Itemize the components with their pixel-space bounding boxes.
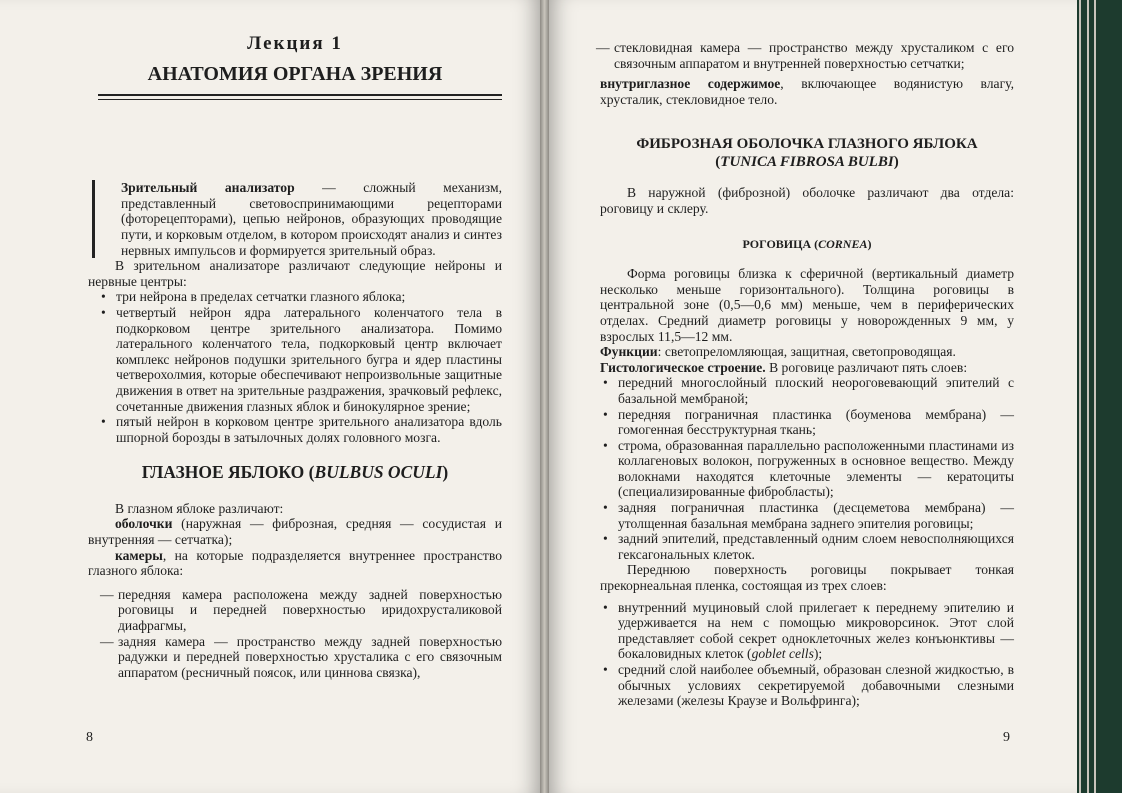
right-page-content [600, 40, 1014, 709]
definition-term: Зрительный анализатор [121, 180, 295, 196]
page-number-right: 9 [1003, 730, 1010, 745]
section-heading-fibrous: ФИБРОЗНАЯ ОБОЛОЧКА ГЛАЗНОГО ЯБЛОКА (TUNICA FIBROSA BULBI) [636, 136, 978, 171]
list-item: — задняя камера — пространство между задней поверхностью радужки и передней поверхностью хрусталика с его связочным аппаратом (ресничный поясок, или цинновa связка), [88, 634, 502, 681]
definition-box [92, 180, 502, 258]
list-item: • четвертый нейрон ядра латерального коленчатого тела в подкорковом центре зрительного анализатора. Помимо латерального коленчатого тела, подкорковый центр включает комплекс нейронов подушки зрительного бугра и ядер пластины четверохолмия, которые обеспечивают непроизвольные защитные движения в ответ на зрительные раздражения, зрачковый рефлекс, сочетанные движения глазных яблок и бинокулярное зрение; [98, 305, 502, 414]
subsection-heading-cornea: РОГОВИЦА (CORNEA) [742, 236, 872, 251]
list-item: • задний эпителий, представленный одним слоем невосполняющихся гексагональных клеток. [600, 531, 1014, 562]
list-item: • пятый нейрон в корковом центре зрительного анализатора вдоль шпорной борозды в затылочных долях головного мозга. [98, 414, 502, 445]
lecture-title: АНАТОМИЯ ОРГАНА ЗРЕНИЯ [147, 62, 443, 85]
film-layers-list [600, 600, 1014, 709]
list-item: • средний слой наиболее объемный, образован слезной жидкостью, в обычных условиях секретируемой добавочными слезными железами (железы Краузе и Вольфринга); [600, 662, 1014, 709]
book-cover-edge [1077, 0, 1122, 793]
membranes-paragraph: оболочки (наружная — фиброзная, средняя — сосудистая и внутренняя — сетчатка); [88, 516, 502, 548]
list-item: • строма, образованная параллельно расположенными пластинами из коллагеновых волокон, погруженных в основное вещество. Между волокнами находятся клеточные элементы — кератоциты (специализированные фибробласты); [600, 438, 1014, 500]
list-item: • задняя пограничная пластинка (десцеметова мембрана) — утолщенная базальная мембрана заднего эпителия роговицы; [600, 500, 1014, 531]
title-rule [98, 94, 502, 96]
cornea-shape-paragraph: Форма роговицы близка к сферичной (вертикальный диаметр несколько меньше горизонтального). Толщина роговицы в центральной зоне (0,5—0,6 мм) меньше, чем в периферических отделах. Средний диаметр роговицы у новорожденных 9 мм, у взрослых 11,5—12 мм. [600, 266, 1014, 344]
page-number-left: 8 [86, 730, 93, 745]
definition-text: — сложный механизм, представленный световоспринимающими рецепторами (фоторецепторами), цепью нейронов, образующих проводящие пути, и корковым отделом, в котором происходят анализ и синтез нервных импульсов и формируется зрительный образ. [121, 180, 502, 258]
chambers-list [88, 587, 502, 681]
film-intro: Переднюю поверхность роговицы покрывает тонкая прекорнеальная пленка, состоящая из трех слоев: [600, 562, 1014, 594]
eyeball-intro: В глазном яблоке различают: [115, 500, 284, 516]
functions-paragraph: Функции: светопреломляющая, защитная, светопроводящая. [600, 344, 956, 360]
list-item: • передний многослойный плоский неороговевающий эпителий с базальной мембраной; [600, 375, 1014, 406]
list-item: • три нейрона в пределах сетчатки глазного яблока; [98, 289, 502, 305]
list-item: • внутренний муциновый слой прилегает к переднему эпителию и удерживается на нем с помощью микроворсинок. Этот слой представляет собой секрет одноклеточных желез конъюнктивы — бокаловидных клеток (goblet cells); [600, 600, 1014, 662]
lecture-number: Лекция 1 [247, 33, 343, 54]
book-gutter [540, 0, 549, 793]
intraocular-content-paragraph: внутриглазное содержимое, включающее водянистую влагу, хрусталик, стекловидное тело. [600, 76, 1014, 107]
chambers-list-continued [584, 40, 1014, 71]
cornea-layers-list [600, 375, 1014, 562]
left-page-content [88, 33, 502, 680]
list-item: — передняя камера расположена между задней поверхностью роговицы и передней поверхностью иридохрусталиковой диафрагмы, [88, 587, 502, 634]
histology-paragraph: Гистологическое строение. В роговице различают пять слоев: [600, 359, 968, 375]
neurons-list [98, 289, 502, 445]
right-page [549, 0, 1077, 793]
fibrous-intro: В наружной (фиброзной) оболочке различают два отдела: роговицу и склеру. [600, 185, 1014, 216]
list-item: — стекловидная камера — пространство между хрусталиком с его связочным аппаратом и внутренней поверхностью сетчатки; [584, 40, 1014, 71]
neurons-intro: В зрительном анализаторе различают следующие нейроны и нервные центры: [88, 258, 502, 289]
chambers-paragraph: камеры, на которые подразделяется внутреннее пространство глазного яблока: [88, 547, 502, 579]
section-heading-eyeball: ГЛАЗНОЕ ЯБЛОКО (BULBUS OCULI) [141, 462, 449, 483]
title-rule-thin [98, 99, 502, 100]
left-page [0, 0, 540, 793]
list-item: • передняя пограничная пластинка (боуменова мембрана) — гомогенная бесструктурная ткань; [600, 407, 1014, 438]
definition-paragraph [121, 180, 502, 258]
